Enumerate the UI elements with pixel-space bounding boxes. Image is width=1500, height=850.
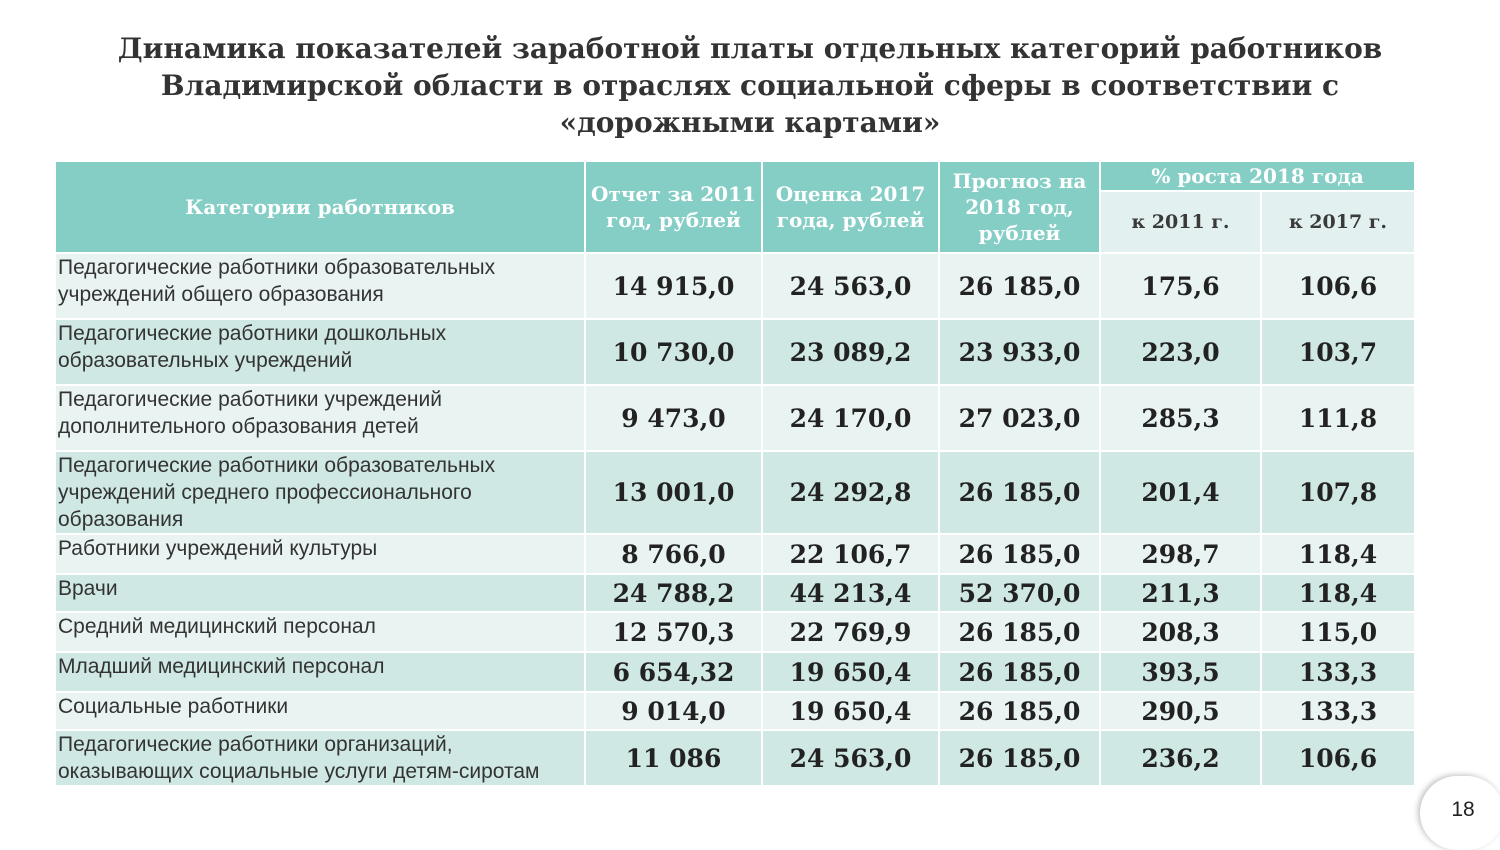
cell-report-2011: 24 788,2 bbox=[585, 574, 762, 612]
cell-estimate-2017: 22 769,9 bbox=[762, 612, 939, 652]
cell-estimate-2017: 24 292,8 bbox=[762, 451, 939, 534]
table-row bbox=[55, 253, 1415, 319]
title-line-1: Динамика показателей заработной платы отдельных категорий работников bbox=[117, 32, 1383, 65]
table-row bbox=[55, 319, 1415, 385]
cell-to-2017: 111,8 bbox=[1261, 385, 1415, 451]
cell-to-2017: 118,4 bbox=[1261, 574, 1415, 612]
cell-category: Работники учреждений культуры bbox=[55, 534, 585, 574]
cell-report-2011: 6 654,32 bbox=[585, 652, 762, 692]
cell-category: Младший медицинский персонал bbox=[55, 652, 585, 692]
cell-to-2011: 236,2 bbox=[1100, 730, 1261, 786]
table-row bbox=[55, 652, 1415, 692]
cell-estimate-2017: 19 650,4 bbox=[762, 652, 939, 692]
header-category: Категории работников bbox=[55, 161, 585, 253]
cell-report-2011: 10 730,0 bbox=[585, 319, 762, 385]
table-row bbox=[55, 534, 1415, 574]
cell-category: Социальные работники bbox=[55, 692, 585, 730]
cell-report-2011: 13 001,0 bbox=[585, 451, 762, 534]
cell-to-2017: 133,3 bbox=[1261, 692, 1415, 730]
cell-to-2017: 107,8 bbox=[1261, 451, 1415, 534]
cell-estimate-2017: 23 089,2 bbox=[762, 319, 939, 385]
cell-report-2011: 11 086 bbox=[585, 730, 762, 786]
cell-to-2011: 201,4 bbox=[1100, 451, 1261, 534]
cell-to-2011: 298,7 bbox=[1100, 534, 1261, 574]
cell-category: Педагогические работники образовательных учреждений общего образования bbox=[55, 253, 585, 319]
table-row bbox=[55, 574, 1415, 612]
cell-report-2011: 12 570,3 bbox=[585, 612, 762, 652]
cell-estimate-2017: 24 563,0 bbox=[762, 730, 939, 786]
cell-report-2011: 9 473,0 bbox=[585, 385, 762, 451]
cell-category: Педагогические работники организаций, оказывающих социальные услуги детям-сиротам bbox=[55, 730, 585, 786]
cell-category: Педагогические работники учреждений дополнительного образования детей bbox=[55, 385, 585, 451]
header-to-2017: к 2017 г. bbox=[1261, 191, 1415, 253]
cell-forecast-2018: 52 370,0 bbox=[939, 574, 1100, 612]
cell-forecast-2018: 27 023,0 bbox=[939, 385, 1100, 451]
cell-forecast-2018: 26 185,0 bbox=[939, 652, 1100, 692]
header-estimate-2017: Оценка 2017 года, рублей bbox=[762, 161, 939, 253]
cell-to-2011: 393,5 bbox=[1100, 652, 1261, 692]
table-row bbox=[55, 612, 1415, 652]
cell-to-2011: 285,3 bbox=[1100, 385, 1261, 451]
salary-table bbox=[54, 160, 1416, 787]
table-row bbox=[55, 730, 1415, 786]
cell-category: Педагогические работники дошкольных образовательных учреждений bbox=[55, 319, 585, 385]
cell-to-2017: 118,4 bbox=[1261, 534, 1415, 574]
header-growth-2018: % роста 2018 года bbox=[1100, 161, 1415, 191]
cell-to-2011: 223,0 bbox=[1100, 319, 1261, 385]
cell-forecast-2018: 26 185,0 bbox=[939, 692, 1100, 730]
cell-forecast-2018: 26 185,0 bbox=[939, 730, 1100, 786]
cell-estimate-2017: 24 563,0 bbox=[762, 253, 939, 319]
cell-forecast-2018: 23 933,0 bbox=[939, 319, 1100, 385]
title-line-2: Владимирской области в отраслях социальной сферы в соответствии с bbox=[160, 69, 1340, 102]
cell-to-2017: 106,6 bbox=[1261, 730, 1415, 786]
cell-category: Врачи bbox=[55, 574, 585, 612]
cell-estimate-2017: 44 213,4 bbox=[762, 574, 939, 612]
title-line-3: «дорожными картами» bbox=[559, 106, 941, 139]
cell-forecast-2018: 26 185,0 bbox=[939, 451, 1100, 534]
cell-report-2011: 9 014,0 bbox=[585, 692, 762, 730]
header-to-2011: к 2011 г. bbox=[1100, 191, 1261, 253]
cell-to-2017: 133,3 bbox=[1261, 652, 1415, 692]
header-row bbox=[55, 161, 1415, 191]
cell-estimate-2017: 19 650,4 bbox=[762, 692, 939, 730]
table-row bbox=[55, 385, 1415, 451]
cell-report-2011: 14 915,0 bbox=[585, 253, 762, 319]
page-number: 18 bbox=[1451, 798, 1475, 821]
cell-to-2011: 208,3 bbox=[1100, 612, 1261, 652]
cell-to-2011: 290,5 bbox=[1100, 692, 1261, 730]
slide-title bbox=[0, 30, 1500, 141]
cell-forecast-2018: 26 185,0 bbox=[939, 253, 1100, 319]
table-row bbox=[55, 692, 1415, 730]
cell-to-2011: 211,3 bbox=[1100, 574, 1261, 612]
cell-forecast-2018: 26 185,0 bbox=[939, 612, 1100, 652]
cell-to-2017: 106,6 bbox=[1261, 253, 1415, 319]
cell-estimate-2017: 24 170,0 bbox=[762, 385, 939, 451]
cell-category: Педагогические работники образовательных учреждений среднего профессионального образования bbox=[55, 451, 585, 534]
table-body bbox=[55, 253, 1415, 786]
cell-to-2017: 115,0 bbox=[1261, 612, 1415, 652]
cell-estimate-2017: 22 106,7 bbox=[762, 534, 939, 574]
table-row bbox=[55, 451, 1415, 534]
cell-to-2011: 175,6 bbox=[1100, 253, 1261, 319]
header-forecast-2018: Прогноз на 2018 год, рублей bbox=[939, 161, 1100, 253]
cell-category: Средний медицинский персонал bbox=[55, 612, 585, 652]
header-report-2011: Отчет за 2011 год, рублей bbox=[585, 161, 762, 253]
cell-forecast-2018: 26 185,0 bbox=[939, 534, 1100, 574]
cell-to-2017: 103,7 bbox=[1261, 319, 1415, 385]
cell-report-2011: 8 766,0 bbox=[585, 534, 762, 574]
